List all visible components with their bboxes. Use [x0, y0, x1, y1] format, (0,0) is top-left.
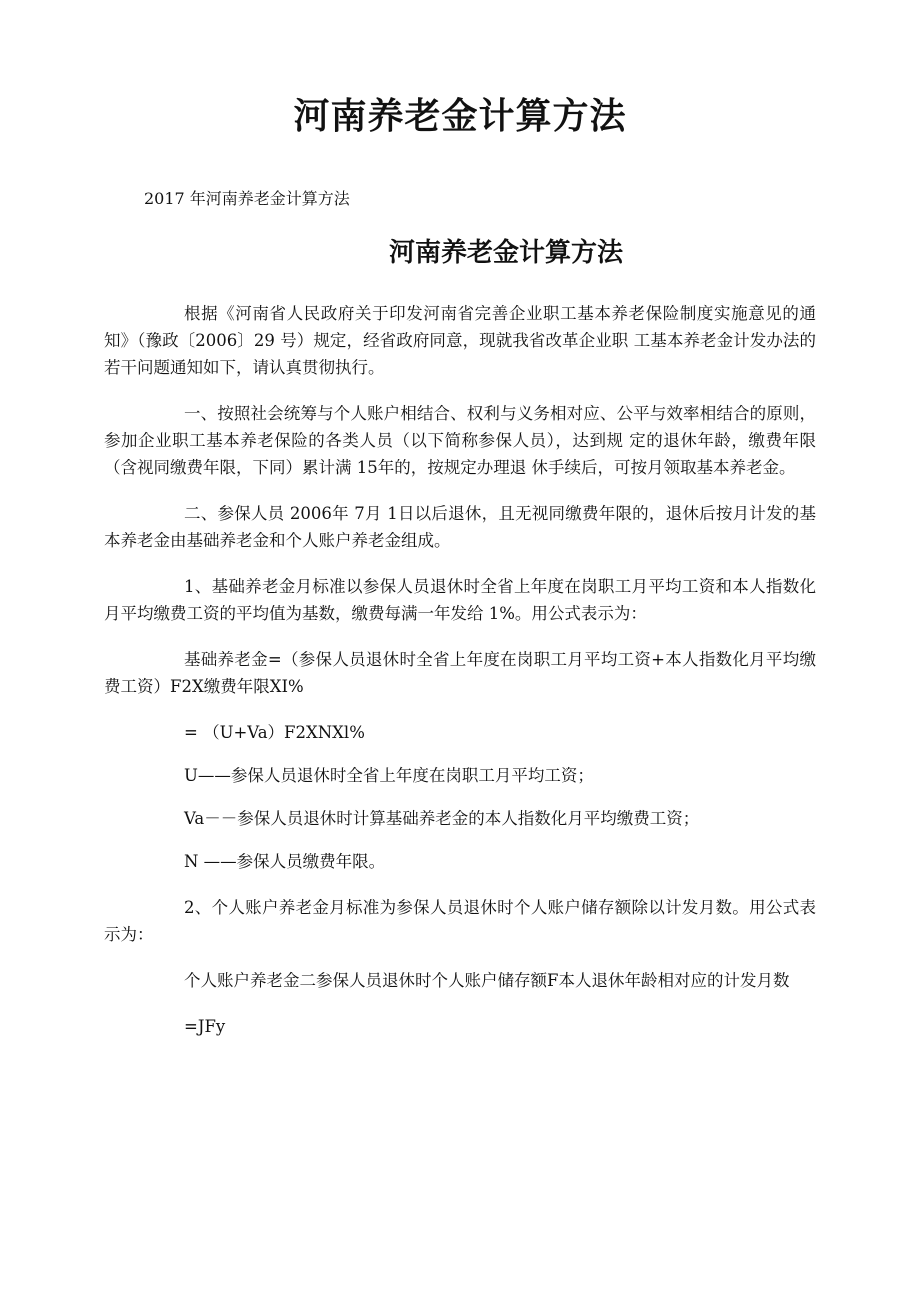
paragraph-personal-short: =JFy: [184, 1017, 226, 1036]
paragraph-basic-pension: 1、基础养老金月标准以参保人员退休时全省上年度在岗职工月平均工资和本人指数化月平均缴费工资的平均值为基数，缴费每满一年发给 1%。用公式表示为：: [104, 577, 816, 623]
paragraph-def-u: U——参保人员退休时全省上年度在岗职工月平均工资；: [184, 766, 594, 785]
main-title: 河南养老金计算方法: [293, 96, 627, 137]
paragraph-composition: 二、参保人员 2006年 7月 1日以后退休，且无视同缴费年限的，退休后按月计发的基本养老金由基础养老金和个人账户养老金组成。: [104, 504, 816, 550]
paragraph-formula: = （U+Va）F2XNXl%: [184, 723, 365, 742]
document-body: [104, 300, 816, 1059]
paragraph-def-va: Va－－参保人员退休时计算基础养老金的本人指数化月平均缴费工资；: [184, 809, 700, 828]
year-line: 2017 年河南养老金计算方法: [144, 189, 350, 208]
paragraph-intro: 根据《河南省人民政府关于印发河南省完善企业职工基本养老保险制度实施意见的通知》（豫政〔2006〕29 号）规定，经省政府同意，现就我省改革企业职 工基本养老金计发办法的若干问题通知如下，请认真贯彻执行。: [104, 304, 816, 377]
paragraph-formula-text: 基础养老金=（参保人员退休时全省上年度在岗职工月平均工资+本人指数化月平均缴费工资）F2X缴费年限XI%: [104, 650, 816, 696]
section-title: 河南养老金计算方法: [388, 238, 623, 268]
paragraph-personal-formula: 个人账户养老金二参保人员退休时个人账户储存额F本人退休年龄相对应的计发月数: [184, 971, 790, 990]
paragraph-principle: 一、按照社会统筹与个人账户相结合、权利与义务相对应、公平与效率相结合的原则，参加企业职工基本养老保险的各类人员（以下简称参保人员），达到规 定的退休年龄，缴费年限（含视同缴费年限，下同）累计满 15年的，按规定办理退 休手续后，可按月领取基本养老金。: [104, 404, 816, 477]
paragraph-personal-account: 2、个人账户养老金月标准为参保人员退休时个人账户储存额除以计发月数。用公式表示为：: [104, 898, 816, 944]
paragraph-def-n: N ——参保人员缴费年限。: [184, 852, 386, 871]
